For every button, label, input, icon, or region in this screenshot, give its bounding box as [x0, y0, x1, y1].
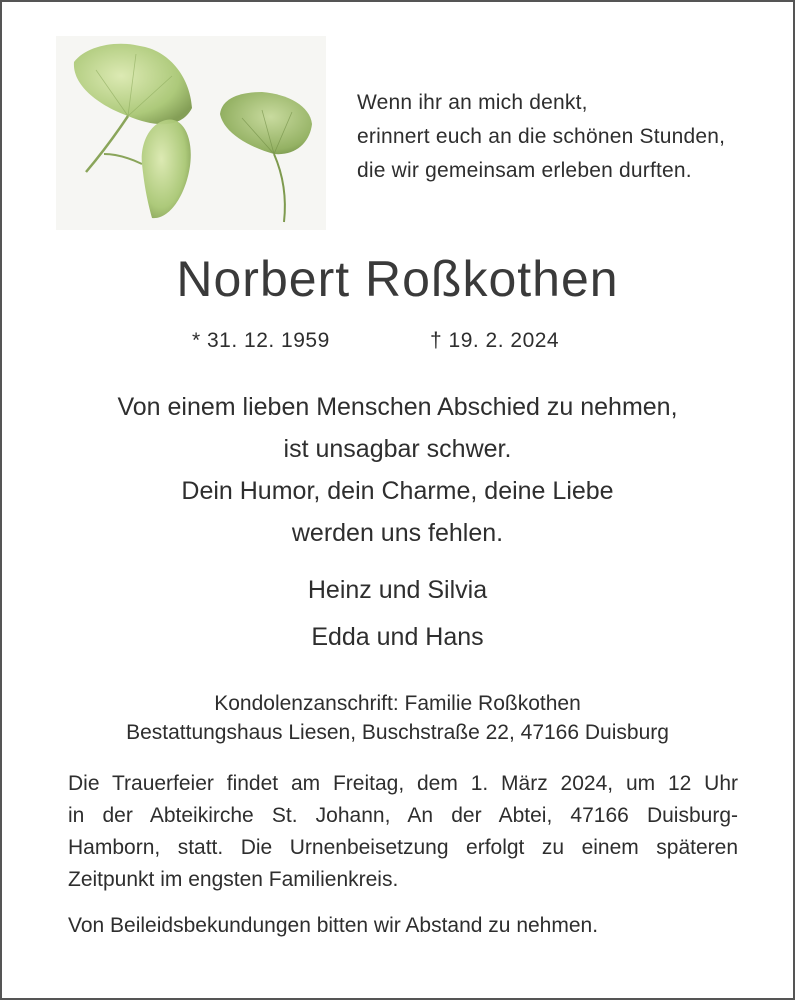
info-line: Hamborn, statt. Die Urnenbeisetzung erfolgt zu einem späteren: [68, 836, 738, 859]
info-line: Zeitpunkt im engsten Familienkreis.: [68, 868, 399, 891]
poem-line: ist unsagbar schwer.: [283, 435, 512, 463]
funeral-info: [68, 768, 738, 942]
mourner-name: Edda und Hans: [311, 623, 484, 651]
farewell-poem: [2, 386, 793, 554]
motto-line: Wenn ihr an mich denkt,: [357, 91, 588, 114]
poem-line: Von einem lieben Menschen Abschied zu nehmen,: [117, 393, 678, 421]
birth-date: * 31. 12. 1959: [192, 329, 330, 352]
death-date: † 19. 2. 2024: [430, 329, 560, 352]
poem-line: Dein Humor, dein Charme, deine Liebe: [181, 477, 614, 505]
motto-quote: [357, 86, 777, 188]
condolence-request-note: Von Beileidsbekundungen bitten wir Abstand zu nehmen.: [68, 914, 599, 937]
condolence-address: [2, 689, 793, 747]
motto-line: die wir gemeinsam erleben durften.: [357, 159, 692, 182]
ginkgo-leaves-icon: [56, 36, 326, 230]
poem-line: werden uns fehlen.: [291, 519, 504, 547]
info-line: Die Trauerfeier findet am Freitag, dem 1. März 2024, um 12 Uhr: [68, 772, 738, 795]
address-line: Kondolenzanschrift: Familie Roßkothen: [214, 692, 581, 715]
motto-line: erinnert euch an die schönen Stunden,: [357, 125, 726, 148]
info-line: in der Abteikirche St. Johann, An der Abtei, 47166 Duisburg-: [68, 804, 738, 827]
mourners-list: [2, 567, 793, 661]
address-line: Bestattungshaus Liesen, Buschstraße 22, 47166 Duisburg: [126, 721, 669, 744]
deceased-name: Norbert Roßkothen: [176, 251, 619, 307]
mourner-name: Heinz und Silvia: [307, 576, 488, 604]
